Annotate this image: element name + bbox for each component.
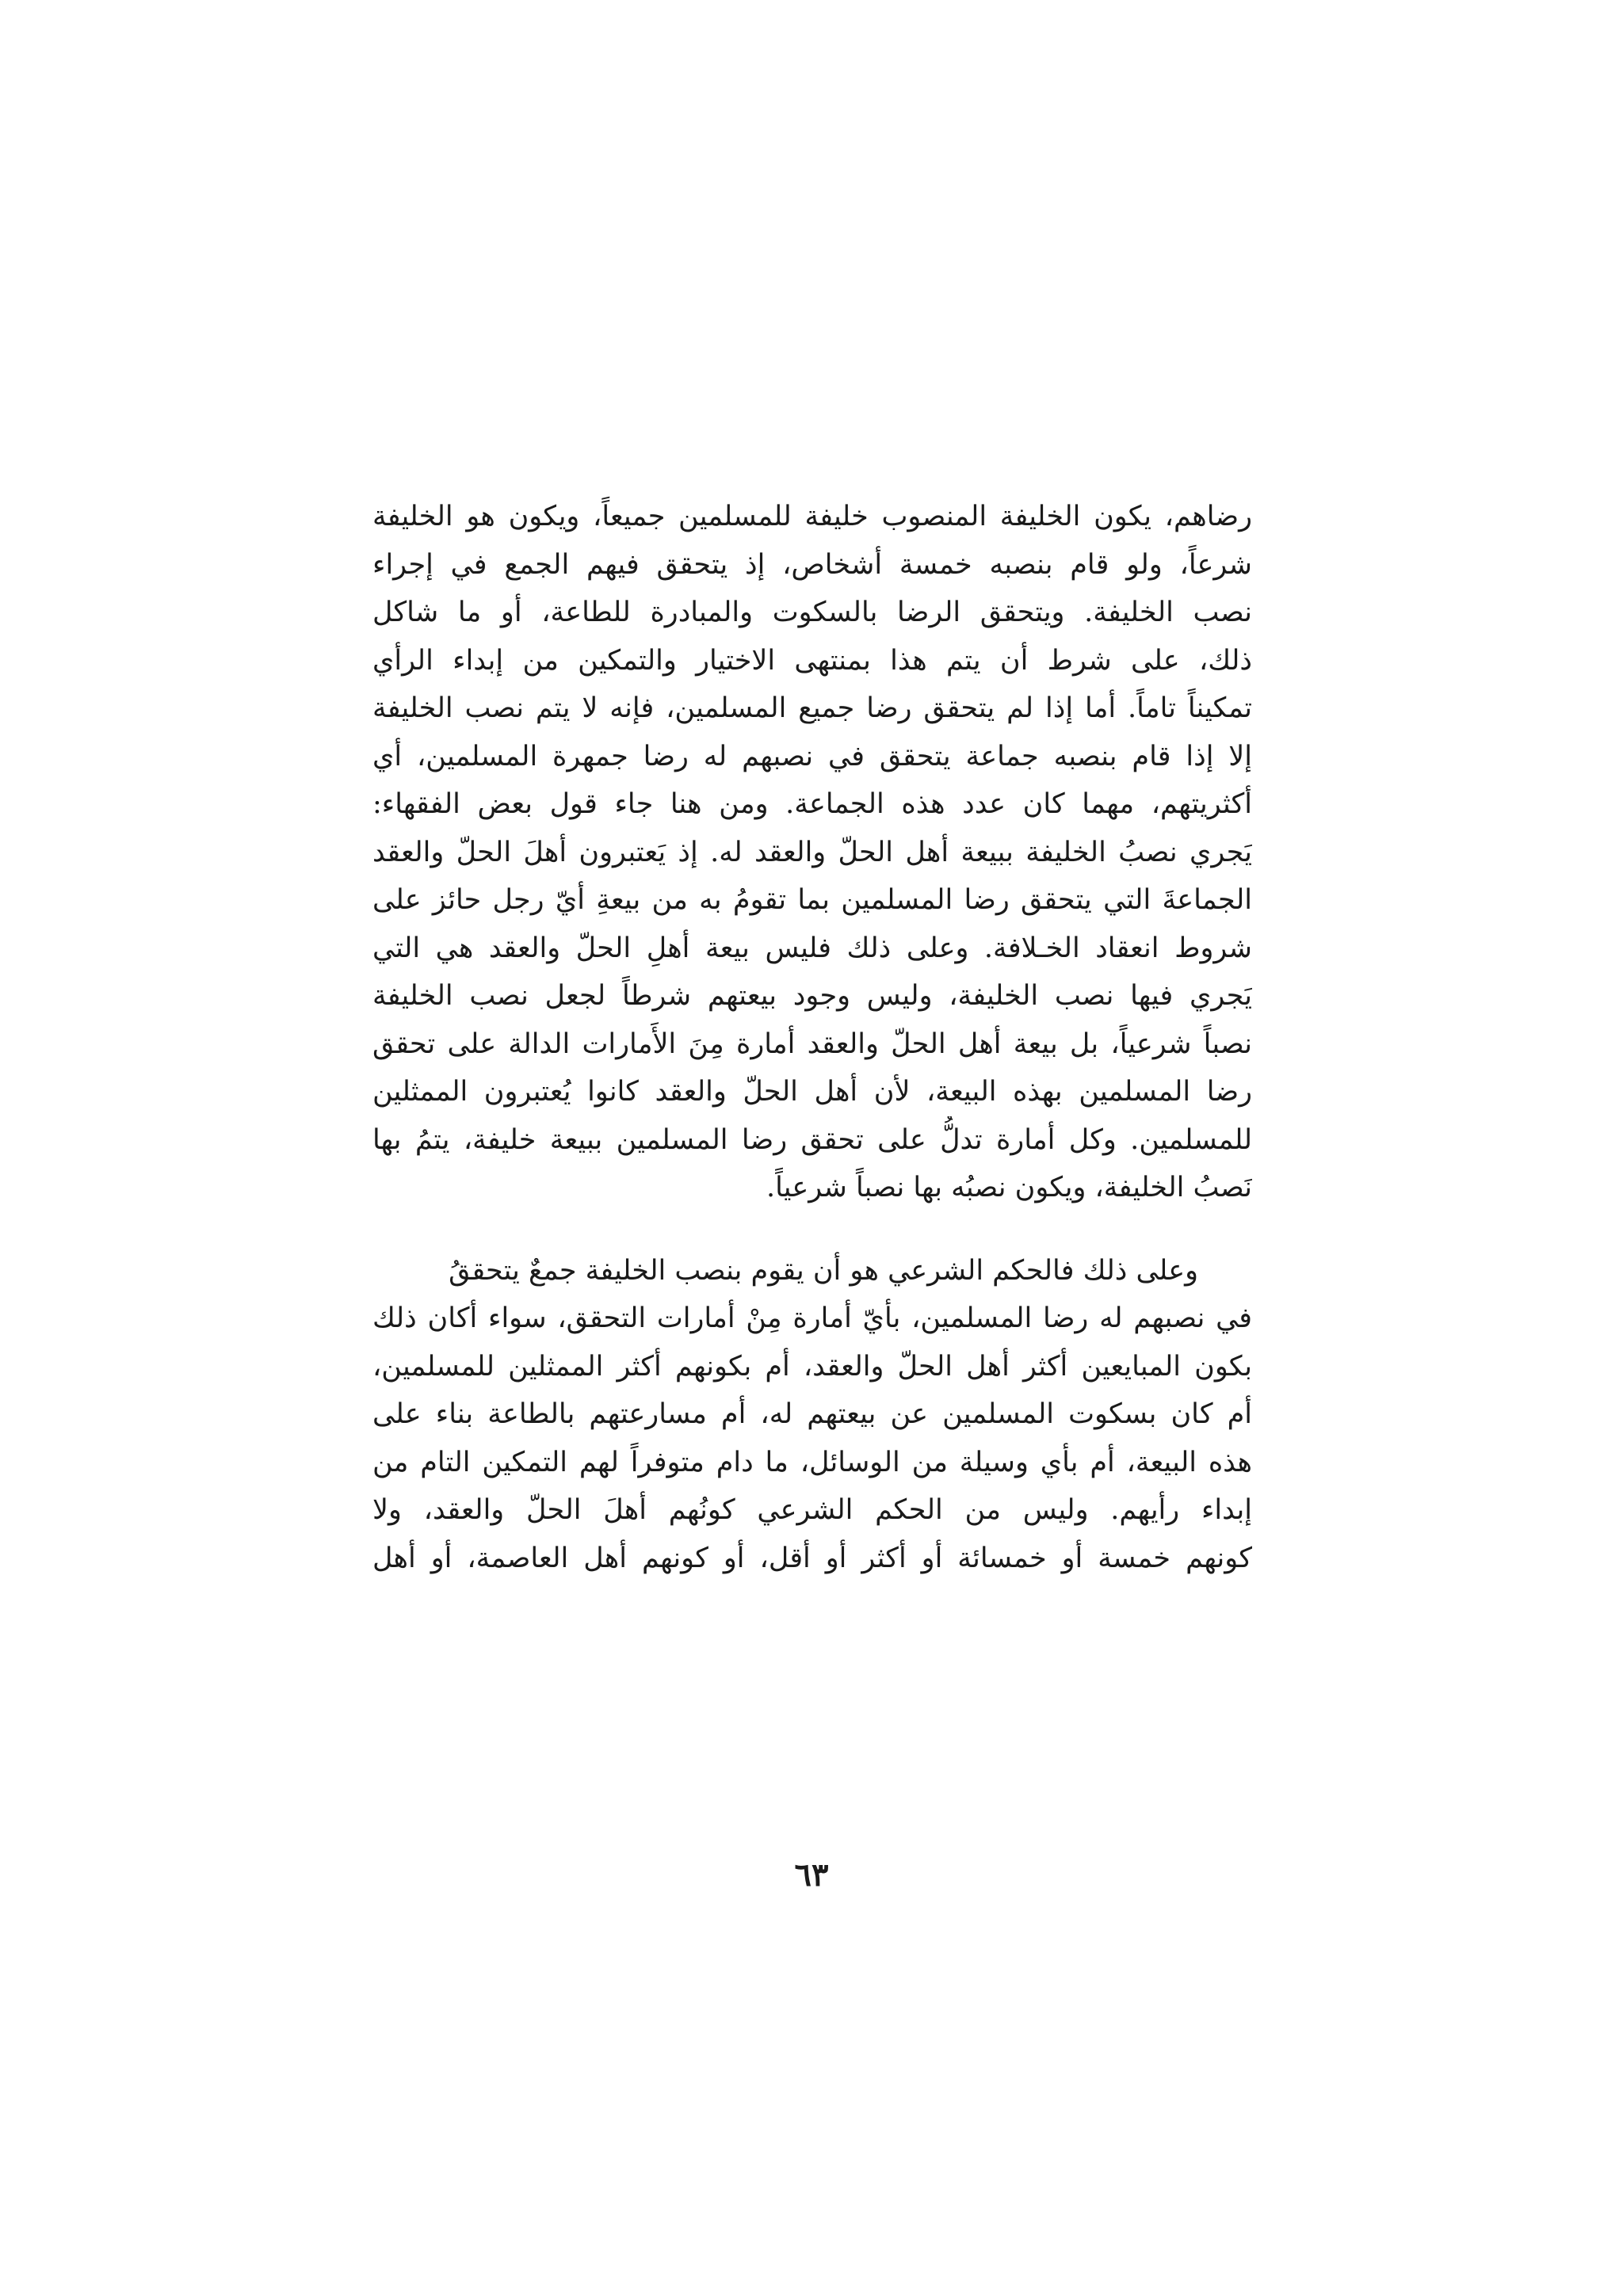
- text-line: هذه البيعة، أم بأي وسيلة من الوسائل، ما دام متوفراً لهم التمكين التام من: [372, 1446, 1252, 1478]
- page-body: [372, 493, 1252, 1582]
- text-line: شروط انعقاد الخـلافة. وعلى ذلك فليس بيعة أهلِ الحلّ والعقد هي التي: [372, 932, 1252, 964]
- text-line: للمسلمين. وكل أمارة تدلُّ على تحقق رضا المسلمين ببيعة خليفة، يتمُ بها: [372, 1123, 1252, 1156]
- text-line: تمكيناً تاماً. أما إذا لم يتحقق رضا جميع المسلمين، فإنه لا يتم نصب الخليفة: [372, 692, 1252, 724]
- text-line: إبداء رأيهم. وليس من الحكم الشرعي كونُهم أهلَ الحلّ والعقد، ولا: [372, 1494, 1252, 1526]
- text-line: رضا المسلمين بهذه البيعة، لأن أهل الحلّ والعقد كانوا يُعتبرون الممثلين: [372, 1076, 1252, 1108]
- text-line: نصباً شرعياً، بل بيعة أهل الحلّ والعقد أمارة مِنَ الأَمارات الدالة على تحقق: [372, 1028, 1252, 1060]
- text-line-content: وعلى ذلك فالحكم الشرعي هو أن يقوم بنصب الخليفة جمعٌ يتحققُ: [449, 1254, 1198, 1287]
- page-number: ٦٣: [794, 1856, 829, 1894]
- text-line: كونهم خمسة أو خمسائة أو أكثر أو أقل، أو كونهم أهل العاصمة، أو أهل: [372, 1542, 1252, 1574]
- paragraph-2: [372, 1247, 1252, 1583]
- text-line: بكون المبايعين أكثر أهل الحلّ والعقد، أم بكونهم أكثر الممثلين للمسلمين،: [372, 1350, 1252, 1383]
- text-line: يَجري نصبُ الخليفة ببيعة أهل الحلّ والعقد له. إذ يَعتبرون أهلَ الحلّ والعقد: [372, 836, 1252, 868]
- text-line: ذلك، على شرط أن يتم هذا بمنتهى الاختيار والتمكين من إبداء الرأي: [372, 644, 1252, 677]
- text-line: نَصبُ الخليفة، ويكون نصبُه بها نصباً شرعياً.: [766, 1172, 1252, 1203]
- text-line: إلا إذا قام بنصبه جماعة يتحقق في نصبهم له رضا جمهرة المسلمين، أي: [372, 740, 1252, 772]
- text-line: أم كان بسكوت المسلمين عن بيعتهم له، أم مسارعتهم بالطاعة بناء على: [372, 1398, 1252, 1430]
- paragraph-1: [372, 493, 1252, 1212]
- text-line: يَجري فيها نصب الخليفة، وليس وجود بيعتهم شرطاً لجعل نصب الخليفة: [372, 980, 1252, 1012]
- text-line: نصب الخليفة. ويتحقق الرضا بالسكوت والمبادرة للطاعة، أو ما شاكل: [372, 597, 1252, 628]
- text-line: الجماعةَ التي يتحقق رضا المسلمين بما تقومُ به من بيعةِ أيّ رجل حائز على: [372, 884, 1252, 916]
- text-line: رضاهم، يكون الخليفة المنصوب خليفة للمسلمين جميعاً، ويكون هو الخليفة: [372, 501, 1252, 532]
- text-line: أكثريتهم، مهما كان عدد هذه الجماعة. ومن هنا جاء قول بعض الفقهاء:: [372, 788, 1252, 820]
- text-line: شرعاً، ولو قام بنصبه خمسة أشخاص، إذ يتحقق فيهم الجمع في إجراء: [372, 548, 1252, 581]
- text-line: في نصبهم له رضا المسلمين، بأيّ أمارة مِنْ أمارات التحقق، سواء أكان ذلك: [372, 1302, 1252, 1334]
- text-line-indented: [372, 1247, 1252, 1295]
